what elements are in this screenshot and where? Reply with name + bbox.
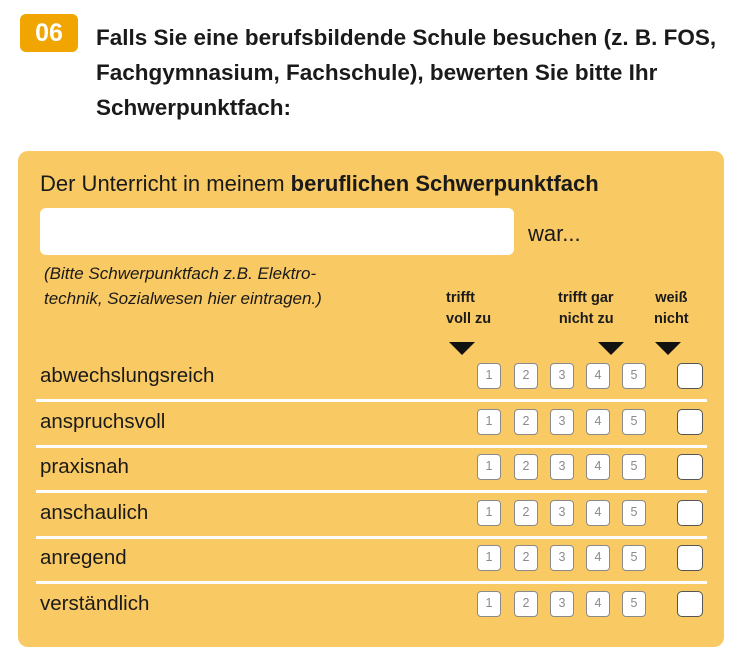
rating-option-3[interactable]: 3 <box>550 454 574 480</box>
rating-option-3[interactable]: 3 <box>550 545 574 571</box>
rating-option-3[interactable]: 3 <box>550 591 574 617</box>
subject-suffix: war... <box>528 221 581 246</box>
question-title: Falls Sie eine berufsbildende Schule besuchen (z. B. FOS, Fachgymnasium, Fachschule), bewerten Sie bitte Ihr Schwerpunktfach: <box>96 25 717 120</box>
hint-line-2: technik, Sozialwesen hier eintragen.) <box>44 289 322 308</box>
rating-option-5[interactable]: 5 <box>622 545 646 571</box>
intro-prefix: Der Unterricht in meinem <box>40 171 291 196</box>
rating-option-5[interactable]: 5 <box>622 409 646 435</box>
rating-row <box>36 582 707 627</box>
rating-option-1[interactable]: 1 <box>477 363 501 389</box>
rating-option-3[interactable]: 3 <box>550 363 574 389</box>
rating-option-1[interactable]: 1 <box>477 545 501 571</box>
rating-option-5[interactable]: 5 <box>622 363 646 389</box>
rating-option-3[interactable]: 3 <box>550 409 574 435</box>
rating-option-4[interactable]: 4 <box>586 409 610 435</box>
rating-option-4[interactable]: 4 <box>586 363 610 389</box>
item-label: abwechslungsreich <box>40 364 215 387</box>
item-label: anspruchsvoll <box>40 409 166 433</box>
hint-line-1: (Bitte Schwerpunktfach z.B. Elektro- <box>44 264 317 283</box>
item-label: anregend <box>40 546 127 569</box>
rating-option-4[interactable]: 4 <box>586 454 610 480</box>
dontknow-checkbox[interactable] <box>677 363 703 389</box>
rating-option-5[interactable]: 5 <box>622 454 646 480</box>
dontknow-checkbox[interactable] <box>677 409 703 435</box>
rating-option-3[interactable]: 3 <box>550 500 574 526</box>
dontknow-checkbox[interactable] <box>677 545 703 571</box>
rating-row <box>36 354 707 402</box>
rating-option-5[interactable]: 5 <box>622 591 646 617</box>
dontknow-checkbox[interactable] <box>677 454 703 480</box>
rating-option-1[interactable]: 1 <box>477 409 501 435</box>
rating-option-2[interactable]: 2 <box>514 454 538 480</box>
rating-row <box>36 536 707 584</box>
question-panel <box>18 151 724 647</box>
scale-right-label: trifft gar nicht zu <box>558 290 614 327</box>
rating-option-4[interactable]: 4 <box>586 545 610 571</box>
question-number-badge: 06 <box>20 14 78 52</box>
intro-text <box>40 171 599 197</box>
dontknow-checkbox[interactable] <box>677 500 703 526</box>
item-label: praxisnah <box>40 455 129 478</box>
hint-text <box>44 261 404 311</box>
item-label: anschaulich <box>40 500 149 524</box>
rating-option-4[interactable]: 4 <box>586 591 610 617</box>
rating-row <box>36 445 707 493</box>
rating-option-1[interactable]: 1 <box>477 454 501 480</box>
intro-emphasis: beruflichen Schwerpunktfach <box>290 171 599 196</box>
rating-row <box>36 491 707 539</box>
rating-option-5[interactable]: 5 <box>622 500 646 526</box>
rating-option-2[interactable]: 2 <box>514 591 538 617</box>
rating-row <box>36 400 707 448</box>
scale-left-label: trifft voll zu <box>446 290 492 327</box>
subject-field[interactable] <box>40 208 514 255</box>
rating-option-2[interactable]: 2 <box>514 363 538 389</box>
item-label: verständlich <box>40 591 150 615</box>
rating-option-1[interactable]: 1 <box>477 591 501 617</box>
rating-option-4[interactable]: 4 <box>586 500 610 526</box>
rating-option-2[interactable]: 2 <box>514 500 538 526</box>
rating-option-1[interactable]: 1 <box>477 500 501 526</box>
rating-option-2[interactable]: 2 <box>514 409 538 435</box>
dontknow-checkbox[interactable] <box>677 591 703 617</box>
dontknow-label: weiß nicht <box>654 290 689 327</box>
rating-option-2[interactable]: 2 <box>514 545 538 571</box>
